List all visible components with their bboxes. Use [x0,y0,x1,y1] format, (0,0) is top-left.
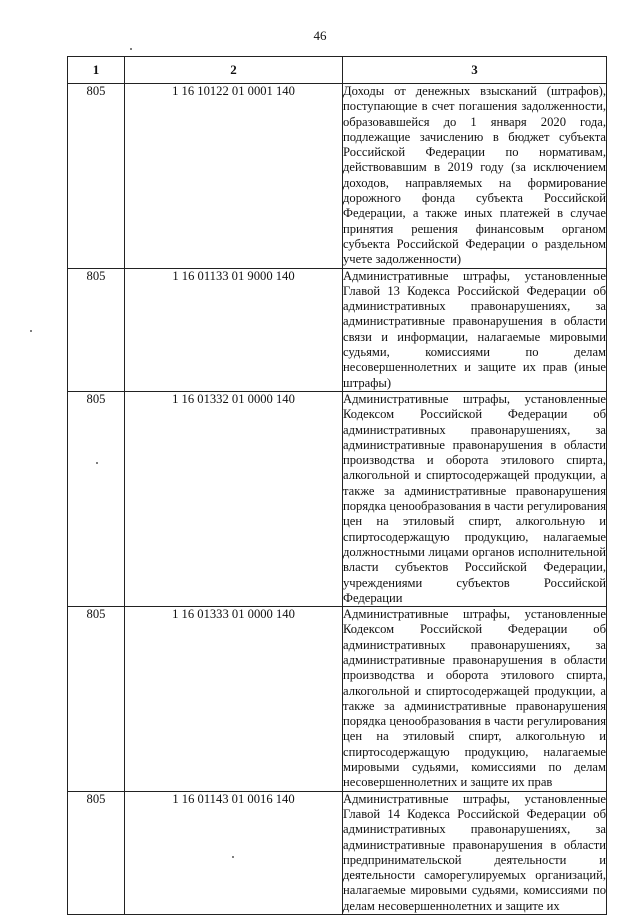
description-cell: Доходы от денежных взысканий (штрафов), поступающие в счет погашения задолженности, образовавшейся до 1 января 2020 года, подлежащие зачислению в бюджет субъекта Российской Федерации по нормативам, действовавшим в 2019 году (за исключением доходов, направляемых на формирование дорожного фонда субъекта Российской Федерации, а также иных платежей в случае принятия решения финансовым органом субъекта Российской Федерации о раздельном учете задолженности) [343,84,606,267]
table-row [68,791,607,914]
description-cell: Административные штрафы, установленные Главой 13 Кодекса Российской Федерации об административных правонарушениях, за административные правонарушения в области связи и информации, налагаемые мировыми судьями, комиссиями по делам несовершеннолетних и защите их прав (иные штрафы) [343,268,606,390]
scan-speck [96,462,98,464]
table-row [68,268,607,391]
scan-speck [232,856,234,858]
budget-code-cell: 1 16 01143 01 0016 140 [125,791,343,914]
table-header-row [68,57,607,84]
table-row [68,391,607,606]
org-code-cell: 805 [68,268,125,391]
org-code-cell: 805 [68,84,125,269]
header-col-2: 2 [125,57,343,84]
table-row [68,607,607,792]
page-number: 46 [313,28,327,43]
org-code-cell: 805 [68,391,125,606]
description-cell: Административные штрафы, установленные Главой 14 Кодекса Российской Федерации об административных правонарушениях, за административные правонарушения в области предпринимательской деятельности и деятельности саморегулируемых организаций, налагаемые мировыми судьями, комиссиями по делам несовершеннолетних и защите их [343,791,606,913]
scan-speck [30,330,32,332]
table-row [68,84,607,269]
org-code-cell: 805 [68,607,125,792]
budget-code-cell: 1 16 10122 01 0001 140 [125,84,343,269]
budget-code-cell: 1 16 01333 01 0000 140 [125,607,343,792]
revenue-codes-table [67,56,607,915]
budget-code-cell: 1 16 01332 01 0000 140 [125,391,343,606]
budget-code-cell: 1 16 01133 01 9000 140 [125,268,343,391]
header-col-3: 3 [343,57,607,84]
header-col-1: 1 [68,57,125,84]
description-cell: Административные штрафы, установленные Кодексом Российской Федерации об административных правонарушениях, за административные правонарушения в области производства и оборота этилового спирта, алкогольной и спиртосодержащей продукции, а также за административные правонарушения порядка ценообразования в части регулирования цен на этиловый спирт, алкогольную и спиртосодержащую продукцию, налагаемые мировыми судьями, комиссиями по делам несовершеннолетних и защите их прав [343,607,606,790]
org-code-cell: 805 [68,791,125,914]
description-cell: Административные штрафы, установленные Кодексом Российской Федерации об административных правонарушениях, за административные правонарушения в области производства и оборота этилового спирта, алкогольной и спиртосодержащей продукции, а также за административные правонарушения порядка ценообразования в части регулирования цен на этиловый спирт, алкогольную и спиртосодержащую продукцию, налагаемые должностными лицами органов исполнительной власти субъектов Российской Федерации, учреждениями субъектов Российской Федерации [343,391,606,605]
scan-speck [130,48,132,50]
